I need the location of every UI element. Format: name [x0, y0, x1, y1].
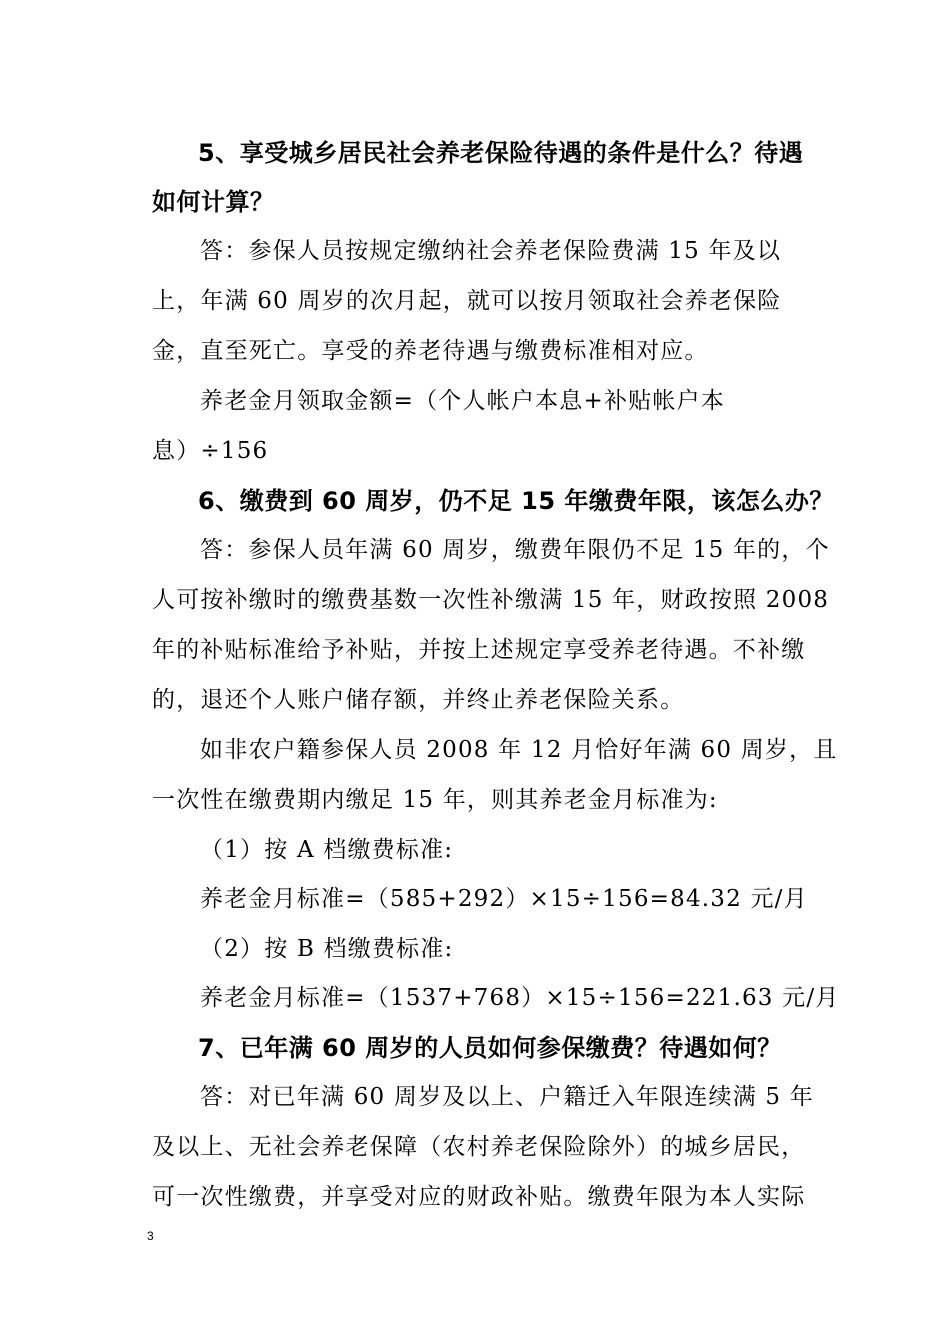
formula-line: 养老金月领取金额=（个人帐户本息+补贴帐户本 — [200, 388, 725, 414]
tier-b-label: （2）按 B 档缴费标准: — [200, 936, 454, 962]
paragraph-line: 如非农户籍参保人员 2008 年 12 月恰好年满 60 周岁，且 — [200, 737, 838, 763]
tier-a-label: （1）按 A 档缴费标准: — [200, 837, 454, 863]
paragraph-line: 年的补贴标准给予补贴，并按上述规定享受养老待遇。不补缴 — [152, 637, 806, 663]
paragraph-line: 答：参保人员按规定缴纳社会养老保险费满 15 年及以 — [200, 238, 782, 264]
formula-line: 息）÷156 — [152, 438, 269, 464]
tier-b-formula: 养老金月标准=（1537+768）×15÷156=221.63 元/月 — [200, 985, 840, 1011]
heading-q6: 6、缴费到 60 周岁，仍不足 15 年缴费年限，该怎么办？ — [198, 487, 834, 515]
paragraph-line: 可一次性缴费，并享受对应的财政补贴。缴费年限为本人实际 — [152, 1184, 806, 1210]
heading-q7: 7、已年满 60 周岁的人员如何参保缴费？待遇如何？ — [198, 1034, 782, 1062]
heading-q5-line2: 如何计算？ — [152, 188, 275, 216]
paragraph-line: 及以上、无社会养老保障（农村养老保险除外）的城乡居民， — [152, 1134, 806, 1160]
heading-q5-line1: 5、享受城乡居民社会养老保险待遇的条件是什么？待遇 — [198, 139, 804, 167]
paragraph-line: 上，年满 60 周岁的次月起，就可以按月领取社会养老保险 — [152, 288, 782, 314]
tier-a-formula: 养老金月标准=（585+292）×15÷156=84.32 元/月 — [200, 886, 808, 912]
paragraph-line: 一次性在缴费期内缴足 15 年，则其养老金月标准为: — [152, 787, 718, 813]
page-number: 3 — [147, 1229, 154, 1243]
paragraph-line: 答：对已年满 60 周岁及以上、户籍迁入年限连续满 5 年 — [200, 1084, 814, 1110]
paragraph-line: 答：参保人员年满 60 周岁，缴费年限仍不足 15 年的，个 — [200, 537, 830, 563]
paragraph-line: 金，直至死亡。享受的养老待遇与缴费标准相对应。 — [152, 338, 709, 364]
paragraph-line: 的，退还个人账户储存额，并终止养老保险关系。 — [152, 687, 685, 713]
paragraph-line: 人可按补缴时的缴费基数一次性补缴满 15 年，财政按照 2008 — [152, 587, 830, 613]
